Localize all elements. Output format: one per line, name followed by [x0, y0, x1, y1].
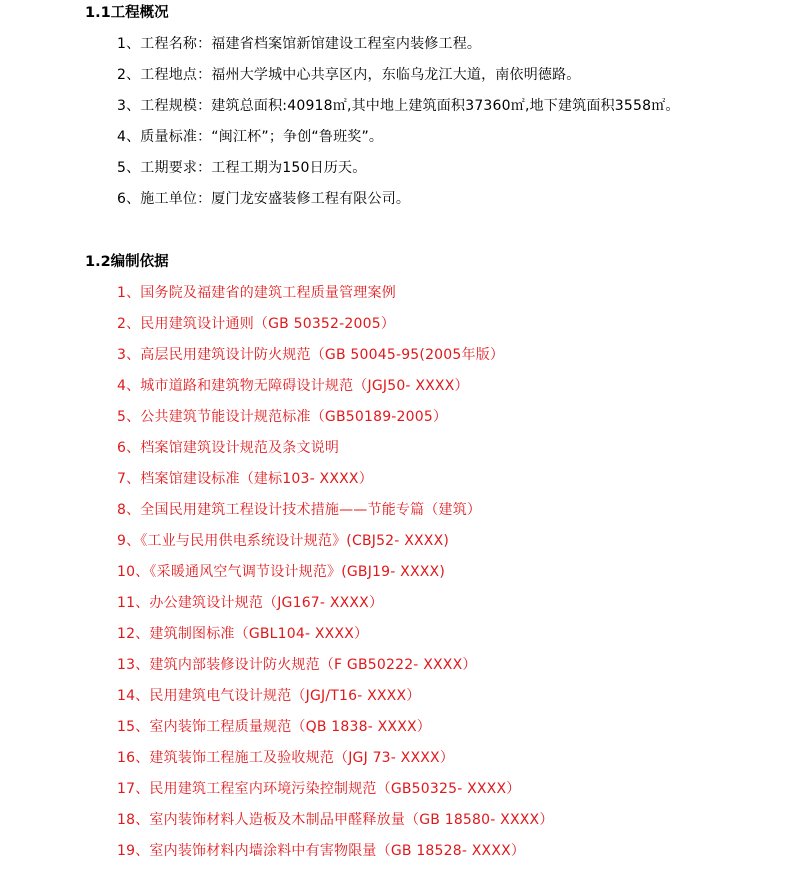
- basis-item-5: 5、公共建筑节能设计规范标准（GB50189-2005）: [117, 409, 448, 425]
- basis-item-17: 17、民用建筑工程室内环境污染控制规范（GB50325- XXXX）: [117, 781, 521, 797]
- basis-item-16: 16、建筑装饰工程施工及验收规范（JGJ 73- XXXX）: [117, 750, 455, 766]
- basis-item-3: 3、高层民用建筑设计防火规范（GB 50045-95(2005年版）: [117, 347, 505, 363]
- section-heading-overview: 1.1工程概况: [85, 5, 169, 21]
- basis-item-15: 15、室内装饰工程质量规范（QB 1838- XXXX）: [117, 719, 431, 735]
- basis-item-13: 13、建筑内部装修设计防火规范（F GB50222- XXXX）: [117, 657, 477, 673]
- basis-item-9: 9、《工业与民用供电系统设计规范》(CBJ52- XXXX): [117, 533, 450, 549]
- basis-item-11: 11、办公建筑设计规范（JG167- XXXX）: [117, 595, 384, 611]
- overview-item-scale: 3、工程规模：建筑总面积:40918㎡,其中地上建筑面积37360㎡,地下建筑面积3558㎡。: [117, 98, 680, 114]
- basis-item-19: 19、室内装饰材料内墙涂料中有害物限量（GB 18528- XXXX）: [117, 843, 526, 859]
- overview-item-schedule: 5、工期要求：工程工期为150日历天。: [117, 160, 367, 176]
- overview-item-quality: 4、质量标准：“闽江杯”；争创“鲁班奖”。: [117, 129, 384, 145]
- basis-item-1: 1、国务院及福建省的建筑工程质量管理案例: [117, 285, 396, 301]
- basis-item-14: 14、民用建筑电气设计规范（JGJ/T16- XXXX）: [117, 688, 421, 704]
- basis-item-12: 12、建筑制图标准（GBL104- XXXX）: [117, 626, 369, 642]
- basis-item-8: 8、全国民用建筑工程设计技术措施——节能专篇（建筑）: [117, 502, 482, 518]
- section-heading-basis: 1.2编制依据: [85, 254, 169, 270]
- basis-item-4: 4、城市道路和建筑物无障碍设计规范（JGJ50- XXXX）: [117, 378, 469, 394]
- overview-item-location: 2、工程地点：福州大学城中心共享区内，东临乌龙江大道，南依明德路。: [117, 67, 581, 83]
- basis-item-7: 7、档案馆建设标准（建标103- XXXX）: [117, 471, 373, 487]
- overview-item-contractor: 6、施工单位：厦门龙安盛装修工程有限公司。: [117, 191, 411, 207]
- overview-item-project-name: 1、工程名称：福建省档案馆新馆建设工程室内装修工程。: [117, 36, 482, 52]
- basis-item-2: 2、民用建筑设计通则（GB 50352-2005）: [117, 316, 396, 332]
- basis-item-18: 18、室内装饰材料人造板及木制品甲醛释放量（GB 18580- XXXX）: [117, 812, 554, 828]
- basis-item-10: 10、《采暖通风空气调节设计规范》(GBJ19- XXXX): [117, 564, 445, 580]
- basis-item-6: 6、档案馆建筑设计规范及条文说明: [117, 440, 340, 456]
